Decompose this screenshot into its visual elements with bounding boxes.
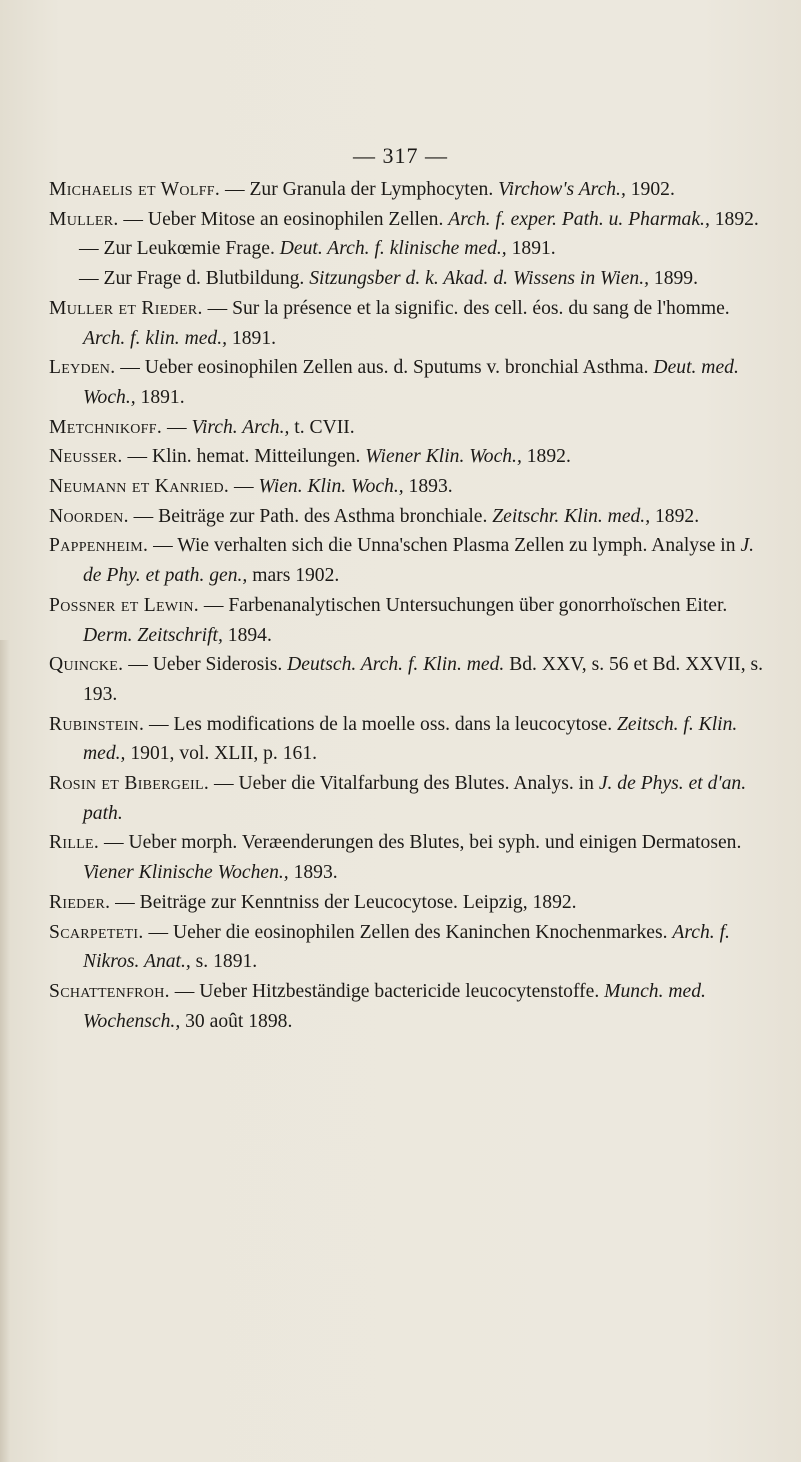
entry-journal: Munch. med. Wochensch.,: [83, 980, 706, 1032]
bibliography-entry: [49, 442, 764, 472]
entry-tail: 1899.: [649, 268, 698, 290]
entry-journal: Deutsch. Arch. f. Klin. med.: [287, 654, 505, 676]
entry-text: — Les modifications de la moelle oss. dans la leucocytose.: [144, 713, 618, 735]
entry-author: Pappenheim.: [49, 535, 149, 557]
entry-tail: 1901, vol. XLII, p. 161.: [125, 743, 318, 765]
entry-journal: Sitzungsber d. k. Akad. d. Wissens in Wien.,: [309, 268, 650, 290]
entry-journal: Derm. Zeitschrift,: [83, 624, 223, 646]
entry-author: Rieder.: [49, 891, 111, 913]
bibliography-entry: [49, 205, 764, 235]
entry-journal: Arch. f. klin. med.,: [83, 327, 228, 349]
entry-author: Neumann et Kanried.: [49, 476, 230, 498]
entry-text: — Zur Granula der Lymphocyten.: [220, 179, 499, 200]
bibliography-entry: [49, 977, 764, 1036]
entry-journal: Viener Klinische Wochen.,: [83, 862, 289, 884]
entry-text: — Sur la présence et la signific. des cell. éos. du sang de l'homme.: [202, 297, 730, 319]
entry-tail: s. 1891.: [190, 951, 258, 973]
entry-dash: —: [79, 268, 99, 290]
entry-author: Scarpeteti.: [49, 921, 144, 943]
entry-journal: Virch. Arch.,: [191, 416, 290, 438]
entry-tail: 1902.: [625, 179, 675, 200]
bibliography-entry: [49, 888, 764, 918]
entry-author: Leyden.: [49, 357, 116, 379]
entry-text: —: [162, 416, 192, 438]
entry-author: Schattenfroh.: [49, 980, 170, 1002]
bibliography-entry: [49, 472, 764, 502]
bibliography-entry: [49, 531, 764, 590]
bibliography-list: [49, 175, 764, 1036]
entry-tail: mars 1902.: [247, 565, 340, 587]
entry-dash: —: [79, 238, 99, 260]
entry-journal: J. de Phys. et d'an. path.: [83, 773, 747, 824]
entry-author: Metchnikoff.: [49, 416, 163, 438]
bibliography-entry: [49, 175, 764, 205]
entry-journal: Wiener Klin. Woch.,: [365, 446, 522, 468]
entry-text: — Ueber morph. Veræenderungen des Blutes, bei syph. und einigen Dermatosen.: [99, 832, 742, 854]
entry-text: Zur Frage d. Blutbildung.: [98, 268, 310, 290]
entry-journal: Zeitschr. Klin. med.,: [492, 505, 651, 527]
bibliography-entry: [49, 710, 764, 769]
entry-author: Muller.: [49, 208, 119, 230]
page-number: — 317 —: [353, 143, 448, 168]
bibliography-entry: [49, 650, 764, 709]
entry-text: — Beiträge zur Path. des Asthma bronchiale.: [128, 505, 493, 527]
entry-author: Quincke.: [49, 654, 124, 676]
bibliography-entry: [49, 769, 764, 828]
bibliography-entry: [49, 502, 764, 532]
entry-text: Zur Leukœmie Frage.: [98, 238, 280, 260]
entry-text: — Klin. hemat. Mitteilungen.: [122, 446, 366, 468]
bibliography-entry: [49, 828, 764, 887]
bibliography-entry: [49, 353, 764, 412]
bibliography-entry: [49, 918, 764, 977]
entry-author: Possner et Lewin.: [49, 594, 199, 616]
entry-text: — Wie verhalten sich die Unna'schen Plasma Zellen zu lymph. Analyse in: [148, 535, 741, 557]
bibliography-entry: [49, 413, 764, 443]
entry-journal: Deut. Arch. f. klinische med.,: [279, 238, 507, 260]
entry-text: — Ueber Siderosis.: [123, 654, 288, 676]
entry-journal: Wien. Klin. Woch.,: [258, 476, 404, 498]
entry-journal: Arch. f. Nikros. Anat.,: [83, 921, 730, 973]
bibliography-entry: [49, 591, 764, 650]
entry-tail: 1893.: [403, 476, 453, 498]
entry-author: Muller et Rieder.: [49, 297, 203, 319]
entry-tail: Bd. XXV, s. 56 et Bd. XXVII, s. 193.: [83, 654, 764, 705]
page-edge-shadow: [0, 640, 10, 1462]
entry-tail: t. CVII.: [289, 416, 355, 438]
entry-tail: 30 août 1898.: [180, 1010, 293, 1032]
entry-text: —: [229, 476, 259, 498]
entry-tail: 1891.: [506, 238, 556, 260]
entry-tail: 1893.: [288, 862, 338, 884]
entry-tail: 1892.: [709, 208, 759, 230]
bibliography-entry: [49, 294, 764, 353]
entry-journal: Arch. f. exper. Path. u. Pharmak.,: [448, 208, 710, 230]
bibliography-entry: [49, 264, 764, 294]
entry-tail: 1892.: [521, 446, 571, 468]
entry-tail: 1892.: [650, 505, 700, 527]
entry-author: Rubinstein.: [49, 713, 145, 735]
entry-text: — Beiträge zur Kenntniss der Leucocytose. Leipzig, 1892.: [110, 891, 577, 913]
bibliography-entry: [49, 234, 764, 264]
entry-author: Neusser.: [49, 446, 123, 468]
entry-author: Noorden.: [49, 505, 129, 527]
entry-text: — Ueber Mitose an eosinophilen Zellen.: [118, 208, 449, 230]
entry-journal: Virchow's Arch.,: [498, 179, 626, 200]
entry-journal: J. de Phy. et path. gen.,: [83, 535, 755, 587]
entry-author: Rosin et Bibergeil.: [49, 773, 210, 795]
entry-text: — Farbenanalytischen Untersuchungen über gonorrhoïschen Eiter.: [199, 594, 728, 616]
entry-text: — Ueher die eosinophilen Zellen des Kaninchen Knochenmarkes.: [143, 921, 673, 943]
entry-tail: 1891.: [135, 386, 185, 408]
entry-author: Michaelis et Wolff.: [49, 179, 221, 200]
entry-journal: Zeitsch. f. Klin. med.,: [83, 713, 738, 765]
entry-text: — Ueber die Vitalfarbung des Blutes. Analys. in: [209, 773, 599, 795]
entry-journal: Deut. med. Woch.,: [83, 357, 739, 408]
entry-tail: 1891.: [227, 327, 277, 349]
entry-text: — Ueber Hitzbeständige bactericide leucocytenstoffe.: [169, 980, 605, 1002]
entry-text: — Ueber eosinophilen Zellen aus. d. Sputums v. bronchial Asthma.: [115, 357, 654, 379]
entry-tail: 1894.: [222, 624, 272, 646]
entry-author: Rille.: [49, 832, 100, 854]
